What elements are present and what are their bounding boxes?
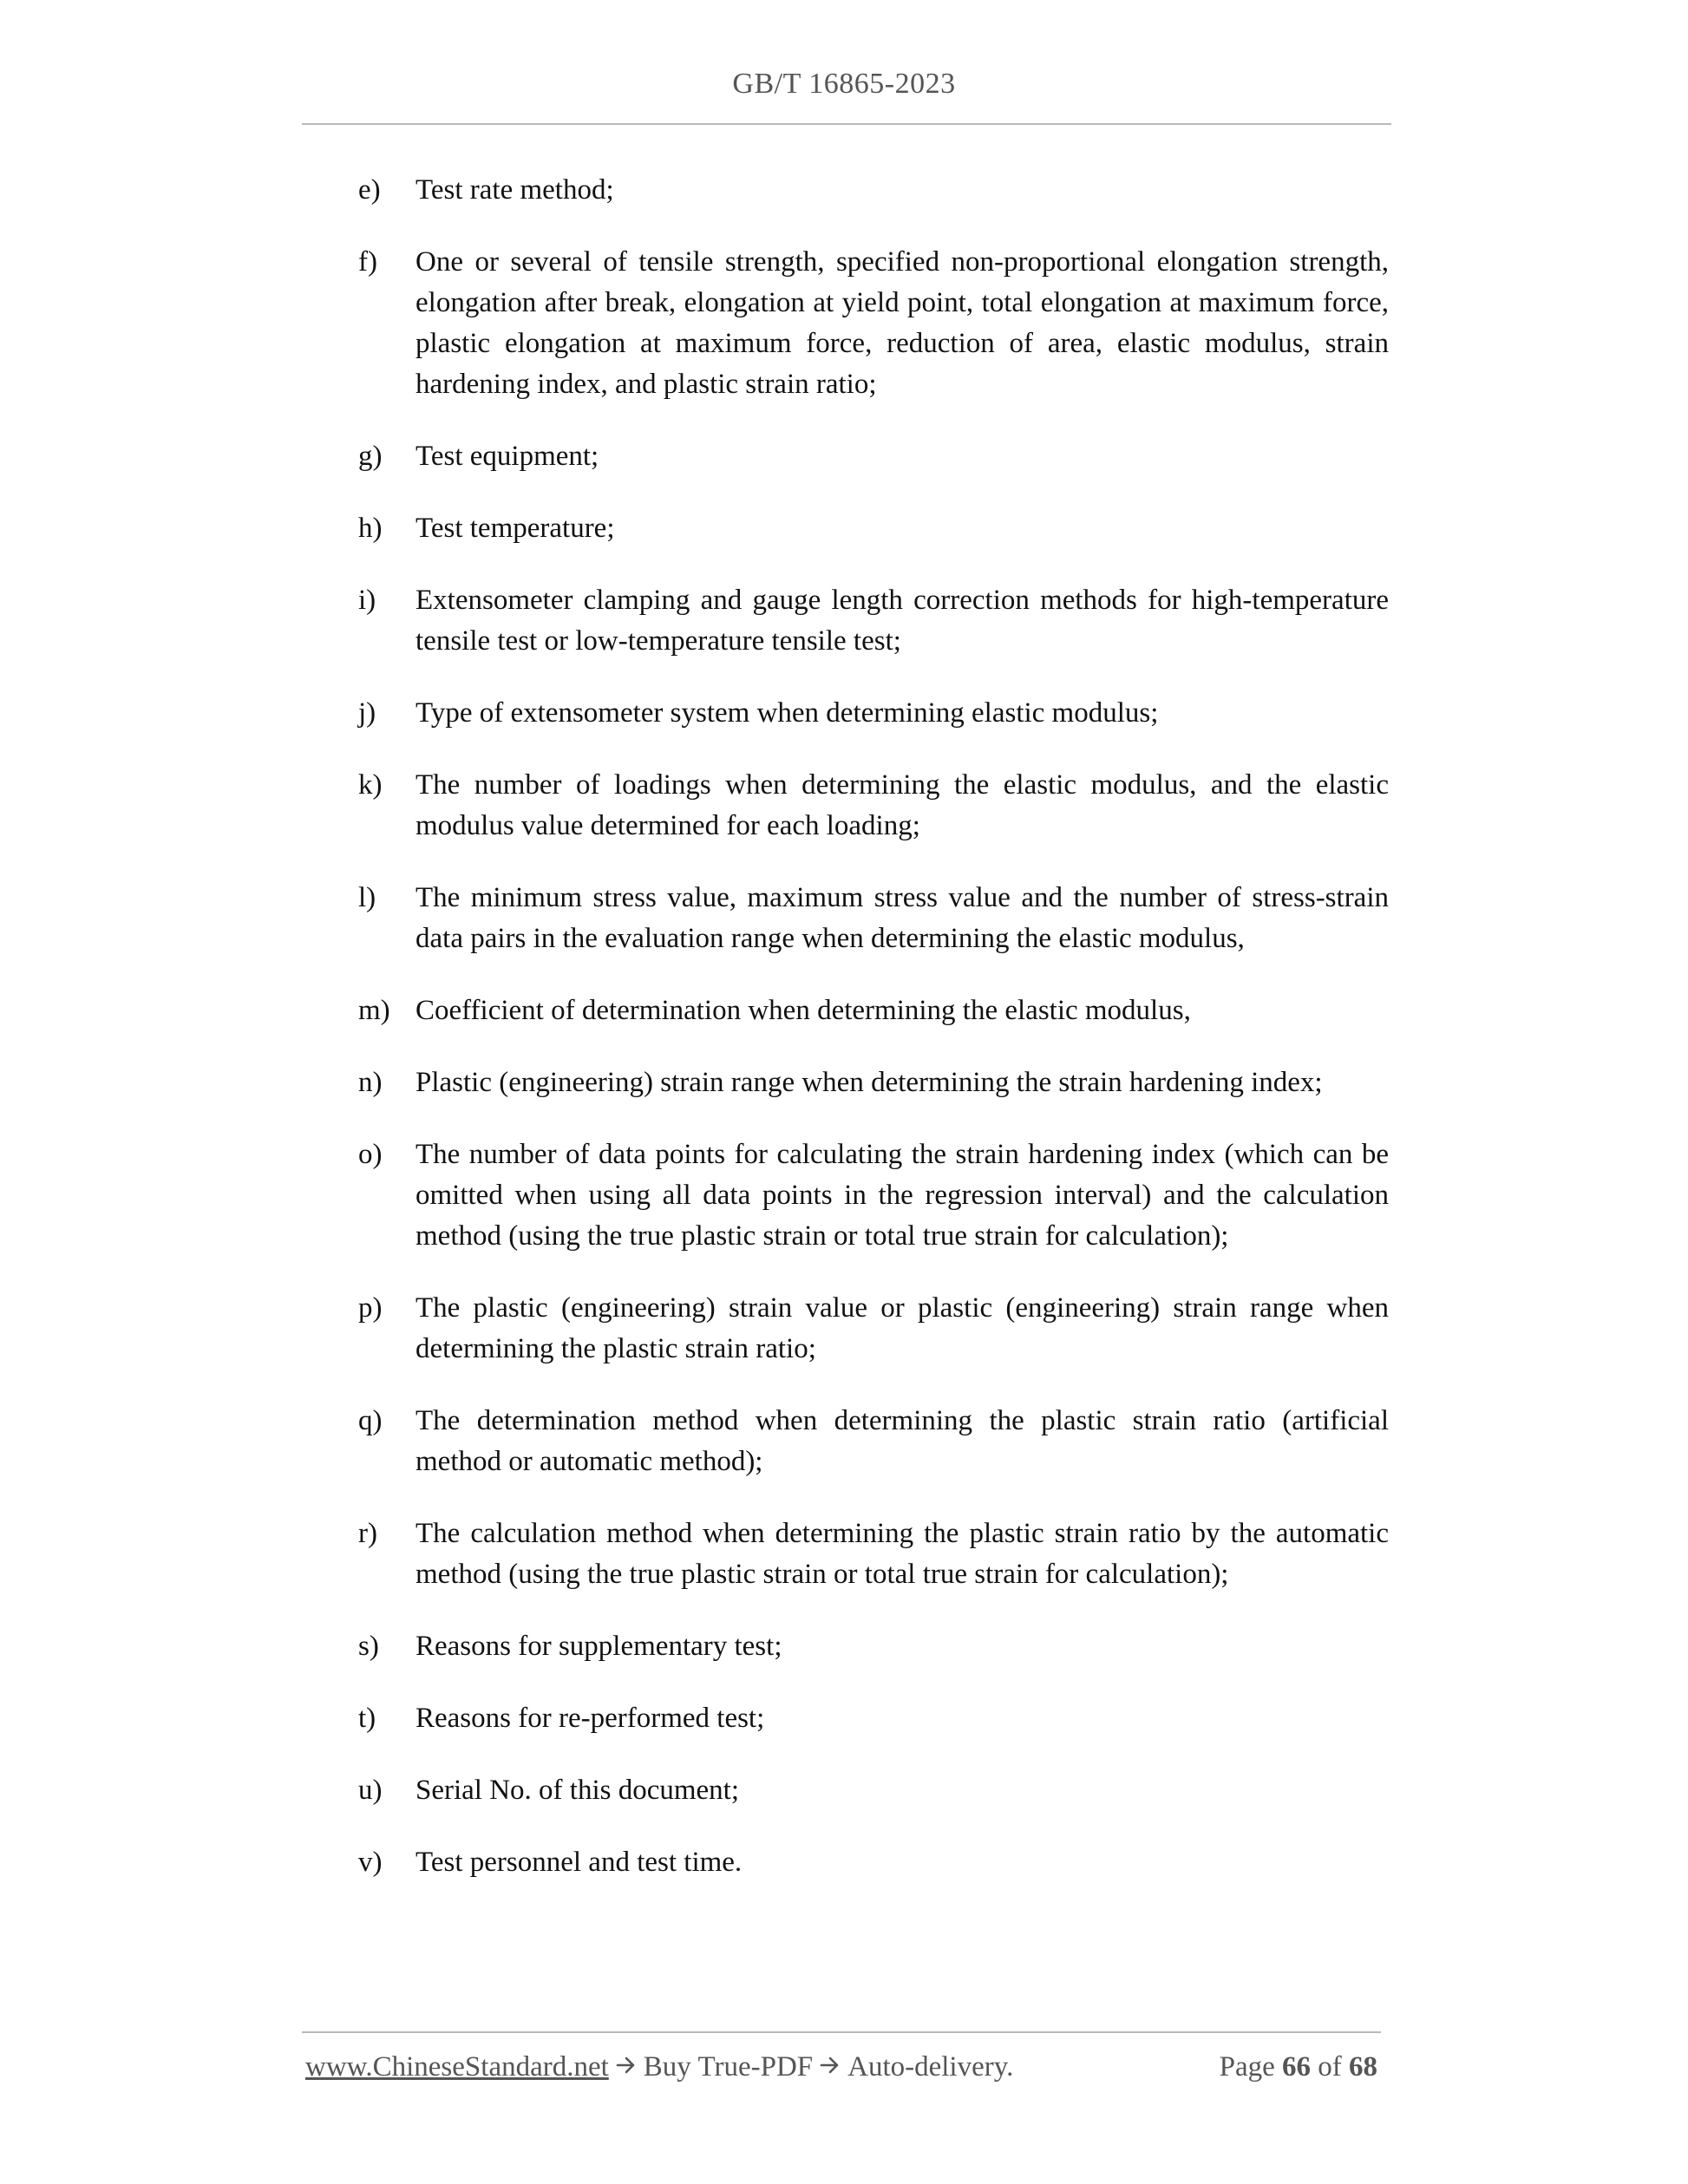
website-link[interactable]: www.ChineseStandard.net bbox=[305, 2051, 609, 2083]
list-item bbox=[358, 242, 1389, 405]
item-marker: e) bbox=[358, 174, 381, 206]
item-marker: p) bbox=[358, 1292, 383, 1324]
item-text: Test rate method; bbox=[415, 174, 614, 206]
item-text: The determination method when determining the plastic strain ratio (artificial method or automatic method); bbox=[415, 1405, 1389, 1477]
item-marker: h) bbox=[358, 513, 383, 544]
item-text: Plastic (engineering) strain range when determining the strain hardening index; bbox=[415, 1067, 1323, 1098]
list-item bbox=[358, 1842, 1389, 1883]
list-item bbox=[358, 1514, 1389, 1595]
page-label: Page bbox=[1219, 2051, 1275, 2083]
page-counter bbox=[1220, 2051, 1377, 2083]
item-marker: n) bbox=[358, 1067, 383, 1098]
list-item bbox=[358, 693, 1389, 734]
list-item bbox=[358, 878, 1389, 959]
item-text: Reasons for re-performed test; bbox=[415, 1703, 765, 1734]
item-text: Reasons for supplementary test; bbox=[415, 1631, 782, 1662]
item-marker: r) bbox=[358, 1518, 377, 1549]
page-footer bbox=[305, 2051, 1381, 2093]
auto-delivery-text: Auto-delivery. bbox=[847, 2051, 1014, 2083]
item-text: Type of extensometer system when determining elastic modulus; bbox=[415, 697, 1159, 729]
list-item bbox=[358, 1770, 1389, 1811]
item-text: The calculation method when determining the plastic strain ratio by the automatic method (using the true plastic strain or total true strain for calculation); bbox=[415, 1518, 1389, 1590]
item-marker: s) bbox=[358, 1631, 379, 1662]
item-marker: m) bbox=[358, 995, 390, 1026]
item-marker: g) bbox=[358, 441, 383, 472]
item-marker: t) bbox=[358, 1703, 376, 1734]
list-item bbox=[358, 1063, 1389, 1103]
item-text: The plastic (engineering) strain value or plastic (engineering) strain range when determining the plastic strain ratio; bbox=[415, 1292, 1389, 1364]
list-item bbox=[358, 1288, 1389, 1370]
item-marker: u) bbox=[358, 1775, 383, 1806]
list-item bbox=[358, 765, 1389, 847]
item-text: Test personnel and test time. bbox=[415, 1847, 743, 1878]
item-text: The minimum stress value, maximum stress value and the number of stress-strain data pairs in the evaluation range when determining the elastic modulus, bbox=[415, 882, 1389, 954]
item-marker: q) bbox=[358, 1405, 383, 1436]
item-marker: f) bbox=[358, 246, 377, 278]
item-text: Serial No. of this document; bbox=[415, 1775, 740, 1806]
item-text: Extensometer clamping and gauge length correction methods for high-temperature tensile test or low-temperature tensile test; bbox=[415, 585, 1389, 657]
item-text: Coefficient of determination when determining the elastic modulus, bbox=[415, 995, 1191, 1026]
list-item bbox=[358, 1626, 1389, 1667]
item-marker: l) bbox=[358, 882, 376, 913]
buy-true-pdf-text: Buy True-PDF bbox=[643, 2051, 814, 2083]
document-header-title: GB/T 16865-2023 bbox=[732, 68, 956, 100]
item-text: Test equipment; bbox=[415, 441, 599, 472]
report-items-list bbox=[358, 170, 1389, 1914]
list-item bbox=[358, 580, 1389, 662]
footer-purchase-line bbox=[305, 2051, 1013, 2085]
list-item bbox=[358, 1135, 1389, 1257]
of-label: of bbox=[1318, 2051, 1342, 2083]
header-divider bbox=[302, 123, 1391, 125]
list-item bbox=[358, 991, 1389, 1031]
item-marker: k) bbox=[358, 769, 383, 801]
item-marker: j) bbox=[358, 697, 376, 729]
list-item bbox=[358, 436, 1389, 477]
current-page-number: 66 bbox=[1282, 2051, 1311, 2083]
arrow-right-icon bbox=[616, 2050, 637, 2083]
item-marker: o) bbox=[358, 1139, 383, 1170]
arrow-right-icon bbox=[820, 2050, 841, 2083]
item-text: The number of loadings when determining the elastic modulus, and the elastic modulus value determined for each loading; bbox=[415, 769, 1389, 841]
list-item bbox=[358, 1698, 1389, 1739]
item-marker: i) bbox=[358, 585, 376, 616]
total-pages-number: 68 bbox=[1349, 2051, 1377, 2083]
item-text: The number of data points for calculating the strain hardening index (which can be omitted when using all data points in the regression interval) and the calculation method (using the true plastic strain or total true strain for calculation); bbox=[415, 1139, 1389, 1252]
item-marker: v) bbox=[358, 1847, 383, 1878]
item-text: Test temperature; bbox=[415, 513, 615, 544]
list-item bbox=[358, 1401, 1389, 1482]
list-item bbox=[358, 170, 1389, 211]
list-item bbox=[358, 508, 1389, 549]
footer-divider bbox=[302, 2031, 1381, 2033]
item-text: One or several of tensile strength, specified non-proportional elongation strength, elongation after break, elongation at yield point, total elongation at maximum force, plastic elongation at maximum force, reduction of area, elastic modulus, strain hardening index, and plastic strain ratio; bbox=[415, 246, 1389, 400]
